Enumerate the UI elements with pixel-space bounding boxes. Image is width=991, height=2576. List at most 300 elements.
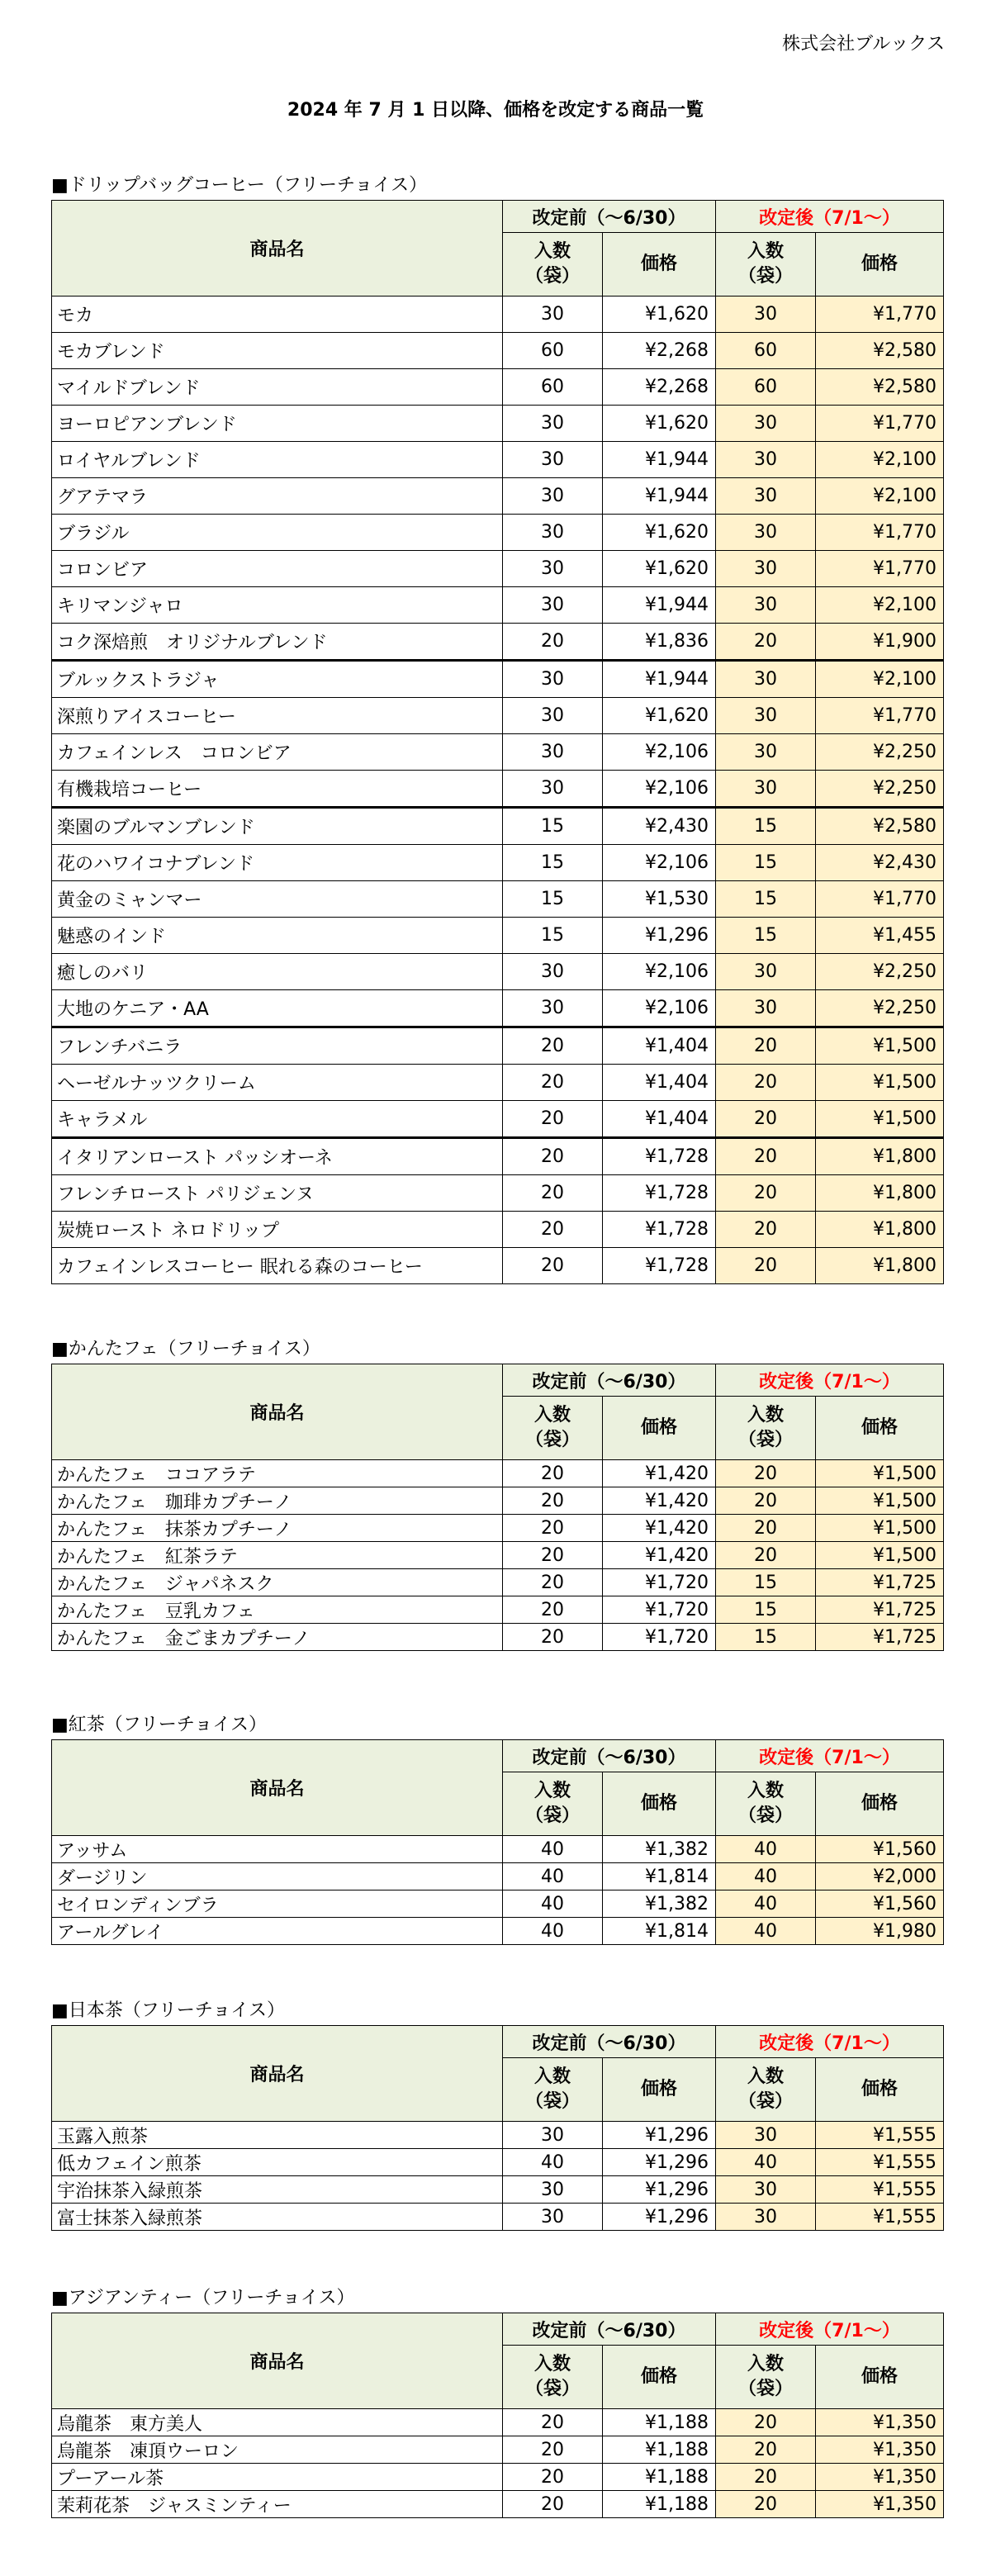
after-qty: 20 (716, 2464, 816, 2491)
table-row (52, 515, 944, 551)
after-qty: 30 (716, 442, 816, 478)
before-qty: 20 (503, 2491, 603, 2518)
table-row (52, 1624, 944, 1651)
after-qty: 20 (716, 1248, 816, 1284)
after-price: ¥2,000 (816, 1863, 944, 1890)
after-price: ¥1,900 (816, 624, 944, 661)
product-name: 低カフェイン煎茶 (52, 2149, 503, 2176)
before-qty: 30 (503, 954, 603, 990)
table-row (52, 1515, 944, 1542)
before-price: ¥1,404 (603, 1101, 716, 1138)
before-qty: 30 (503, 587, 603, 624)
after-qty: 20 (716, 1515, 816, 1542)
after-qty: 20 (716, 2436, 816, 2464)
before-qty: 30 (503, 2176, 603, 2204)
table-row (52, 954, 944, 990)
table-row (52, 2491, 944, 2518)
after-qty: 40 (716, 1836, 816, 1863)
after-qty: 20 (716, 1138, 816, 1175)
before-qty: 30 (503, 734, 603, 771)
before-qty: 15 (503, 918, 603, 954)
after-qty-header: 入数 （袋） (716, 1397, 816, 1460)
product-name: マイルドブレンド (52, 369, 503, 406)
after-qty: 40 (716, 1863, 816, 1890)
before-qty: 30 (503, 2204, 603, 2231)
table-row (52, 1569, 944, 1596)
price-table (51, 1364, 944, 1651)
product-name: かんたフェ 紅茶ラテ (52, 1542, 503, 1569)
section-title: ■ドリップバッグコーヒー（フリーチョイス） (51, 175, 428, 196)
table-row (52, 1863, 944, 1890)
before-qty: 20 (503, 1542, 603, 1569)
before-qty: 30 (503, 515, 603, 551)
product-name: ヘーゼルナッツクリーム (52, 1065, 503, 1101)
before-price-header: 価格 (603, 1772, 716, 1836)
product-name: 宇治抹茶入緑煎茶 (52, 2176, 503, 2204)
table-row (52, 442, 944, 478)
after-qty: 20 (716, 1101, 816, 1138)
after-qty: 60 (716, 333, 816, 369)
table-row (52, 2122, 944, 2149)
after-price: ¥2,100 (816, 478, 944, 515)
after-qty: 30 (716, 954, 816, 990)
before-price: ¥1,728 (603, 1212, 716, 1248)
product-name: 茉莉花茶 ジャスミンティー (52, 2491, 503, 2518)
before-qty: 30 (503, 551, 603, 587)
after-qty: 30 (716, 771, 816, 808)
after-qty: 15 (716, 918, 816, 954)
before-qty: 20 (503, 1138, 603, 1175)
after-price: ¥1,770 (816, 406, 944, 442)
before-price: ¥1,620 (603, 515, 716, 551)
before-qty: 20 (503, 1487, 603, 1515)
before-price: ¥2,106 (603, 845, 716, 881)
product-name: かんたフェ 金ごまカプチーノ (52, 1624, 503, 1651)
product-name-header: 商品名 (52, 2026, 503, 2122)
after-price: ¥1,560 (816, 1836, 944, 1863)
before-qty: 40 (503, 1918, 603, 1945)
product-name: キリマンジャロ (52, 587, 503, 624)
before-price: ¥2,106 (603, 990, 716, 1027)
table-row (52, 1918, 944, 1945)
before-price: ¥1,296 (603, 918, 716, 954)
product-name: 大地のケニア・AA (52, 990, 503, 1027)
after-qty: 30 (716, 2176, 816, 2204)
after-price: ¥1,725 (816, 1596, 944, 1624)
product-name: 烏龍茶 凍頂ウーロン (52, 2436, 503, 2464)
before-price: ¥2,430 (603, 808, 716, 845)
after-price: ¥1,555 (816, 2122, 944, 2149)
after-qty: 40 (716, 2149, 816, 2176)
after-price: ¥2,580 (816, 333, 944, 369)
product-name: 炭焼ロースト ネロドリップ (52, 1212, 503, 1248)
after-price: ¥2,580 (816, 808, 944, 845)
before-qty: 30 (503, 698, 603, 734)
after-price: ¥1,800 (816, 1138, 944, 1175)
after-price: ¥1,560 (816, 1890, 944, 1918)
after-price: ¥1,770 (816, 515, 944, 551)
product-name: アッサム (52, 1836, 503, 1863)
before-qty: 40 (503, 1836, 603, 1863)
after-price: ¥1,500 (816, 1460, 944, 1487)
after-price-header: 価格 (816, 233, 944, 297)
before-price: ¥1,728 (603, 1175, 716, 1212)
product-name-header: 商品名 (52, 2313, 503, 2409)
before-qty: 20 (503, 1624, 603, 1651)
before-qty: 30 (503, 661, 603, 698)
before-price: ¥1,420 (603, 1460, 716, 1487)
table-row (52, 2149, 944, 2176)
after-qty: 40 (716, 1890, 816, 1918)
table-row (52, 918, 944, 954)
after-qty: 20 (716, 1027, 816, 1065)
after-qty: 30 (716, 2204, 816, 2231)
after-price: ¥2,100 (816, 661, 944, 698)
after-price-header: 価格 (816, 2058, 944, 2122)
table-row (52, 2176, 944, 2204)
after-qty: 30 (716, 478, 816, 515)
product-name: かんたフェ ジャパネスク (52, 1569, 503, 1596)
before-price: ¥2,106 (603, 771, 716, 808)
after-price: ¥1,500 (816, 1065, 944, 1101)
after-qty: 15 (716, 881, 816, 918)
before-qty: 20 (503, 1065, 603, 1101)
after-qty-header: 入数 （袋） (716, 233, 816, 297)
after-price: ¥1,770 (816, 551, 944, 587)
table-row (52, 1890, 944, 1918)
before-qty: 20 (503, 1175, 603, 1212)
before-revision-header: 改定前（～6/30） (503, 1364, 716, 1397)
after-qty: 30 (716, 698, 816, 734)
before-price: ¥1,814 (603, 1918, 716, 1945)
before-qty: 40 (503, 1890, 603, 1918)
after-price: ¥1,725 (816, 1569, 944, 1596)
after-qty: 30 (716, 515, 816, 551)
before-price: ¥1,720 (603, 1596, 716, 1624)
before-qty: 60 (503, 369, 603, 406)
after-price: ¥1,350 (816, 2409, 944, 2436)
after-price: ¥1,800 (816, 1175, 944, 1212)
after-price: ¥1,350 (816, 2464, 944, 2491)
after-revision-header: 改定後（7/1～） (716, 201, 944, 233)
before-price: ¥1,720 (603, 1569, 716, 1596)
before-qty: 30 (503, 771, 603, 808)
after-price: ¥1,500 (816, 1027, 944, 1065)
after-qty: 60 (716, 369, 816, 406)
table-row (52, 1542, 944, 1569)
section-2 (51, 1335, 943, 1651)
document-title: 2024 年 7 月 1 日以降、価格を改定する商品一覧 (287, 100, 704, 121)
price-table (51, 1739, 944, 1945)
table-row (52, 297, 944, 333)
product-name: フレンチバニラ (52, 1027, 503, 1065)
after-price-header: 価格 (816, 2346, 944, 2409)
before-qty: 40 (503, 1863, 603, 1890)
before-price: ¥1,382 (603, 1890, 716, 1918)
before-price: ¥1,944 (603, 442, 716, 478)
before-price: ¥1,188 (603, 2436, 716, 2464)
after-qty: 20 (716, 1175, 816, 1212)
before-qty: 20 (503, 1596, 603, 1624)
after-price: ¥1,350 (816, 2436, 944, 2464)
product-name: プーアール茶 (52, 2464, 503, 2491)
after-qty: 20 (716, 2491, 816, 2518)
before-price-header: 価格 (603, 233, 716, 297)
before-qty: 40 (503, 2149, 603, 2176)
product-name: 有機栽培コーヒー (52, 771, 503, 808)
after-qty: 30 (716, 297, 816, 333)
before-price: ¥1,296 (603, 2176, 716, 2204)
product-name: モカブレンド (52, 333, 503, 369)
after-price: ¥1,770 (816, 297, 944, 333)
price-table (51, 2025, 944, 2231)
after-revision-header: 改定後（7/1～） (716, 1364, 944, 1397)
after-qty: 30 (716, 734, 816, 771)
before-price: ¥1,382 (603, 1836, 716, 1863)
after-price: ¥1,350 (816, 2491, 944, 2518)
after-revision-header: 改定後（7/1～） (716, 2026, 944, 2058)
after-price: ¥2,250 (816, 954, 944, 990)
before-qty: 30 (503, 297, 603, 333)
before-price: ¥2,268 (603, 333, 716, 369)
after-qty: 15 (716, 1596, 816, 1624)
product-name: 烏龍茶 東方美人 (52, 2409, 503, 2436)
table-row (52, 845, 944, 881)
product-name: 癒しのバリ (52, 954, 503, 990)
before-price: ¥1,296 (603, 2122, 716, 2149)
before-price: ¥1,944 (603, 478, 716, 515)
before-qty: 20 (503, 1212, 603, 1248)
before-qty: 20 (503, 1460, 603, 1487)
before-price: ¥2,268 (603, 369, 716, 406)
product-name: 魅惑のインド (52, 918, 503, 954)
product-name: カフェインレス コロンビア (52, 734, 503, 771)
after-qty: 30 (716, 406, 816, 442)
after-price: ¥2,100 (816, 587, 944, 624)
after-qty-header: 入数 （袋） (716, 2346, 816, 2409)
before-qty: 60 (503, 333, 603, 369)
after-revision-header: 改定後（7/1～） (716, 2313, 944, 2346)
after-price: ¥1,980 (816, 1918, 944, 1945)
after-qty: 20 (716, 2409, 816, 2436)
after-price: ¥2,250 (816, 734, 944, 771)
product-name: セイロンディンブラ (52, 1890, 503, 1918)
after-price: ¥1,455 (816, 918, 944, 954)
table-row (52, 406, 944, 442)
after-price: ¥1,725 (816, 1624, 944, 1651)
product-name: 富士抹茶入緑煎茶 (52, 2204, 503, 2231)
section-1 (51, 172, 943, 1284)
after-qty: 20 (716, 624, 816, 661)
after-qty: 40 (716, 1918, 816, 1945)
after-price-header: 価格 (816, 1772, 944, 1836)
product-name: コク深焙煎 オリジナルブレンド (52, 624, 503, 661)
after-qty: 30 (716, 990, 816, 1027)
before-price: ¥1,530 (603, 881, 716, 918)
before-qty: 20 (503, 2464, 603, 2491)
before-price: ¥2,106 (603, 734, 716, 771)
table-row (52, 1027, 944, 1065)
table-row (52, 808, 944, 845)
before-qty: 30 (503, 442, 603, 478)
after-price: ¥1,555 (816, 2149, 944, 2176)
section-3 (51, 1711, 943, 1945)
after-qty: 15 (716, 1569, 816, 1596)
product-name: かんたフェ 豆乳カフェ (52, 1596, 503, 1624)
section-title: ■日本茶（フリーチョイス） (51, 2000, 286, 2021)
before-price: ¥1,836 (603, 624, 716, 661)
before-qty: 15 (503, 845, 603, 881)
table-row (52, 698, 944, 734)
before-revision-header: 改定前（～6/30） (503, 2313, 716, 2346)
company-name: 株式会社ブルックス (782, 34, 945, 55)
section-4 (51, 1997, 943, 2231)
after-qty: 30 (716, 587, 816, 624)
before-qty: 30 (503, 2122, 603, 2149)
after-price: ¥2,250 (816, 990, 944, 1027)
after-price: ¥2,430 (816, 845, 944, 881)
before-price: ¥1,296 (603, 2149, 716, 2176)
before-qty: 20 (503, 2409, 603, 2436)
before-qty: 30 (503, 478, 603, 515)
product-name: ブルックストラジャ (52, 661, 503, 698)
after-qty: 30 (716, 551, 816, 587)
table-row (52, 333, 944, 369)
before-qty: 15 (503, 808, 603, 845)
section-title: ■紅茶（フリーチョイス） (51, 1715, 268, 1735)
before-price: ¥1,620 (603, 551, 716, 587)
after-qty: 30 (716, 661, 816, 698)
before-price: ¥1,420 (603, 1487, 716, 1515)
after-qty: 20 (716, 1460, 816, 1487)
before-qty: 20 (503, 1569, 603, 1596)
after-qty: 15 (716, 845, 816, 881)
after-qty: 15 (716, 1624, 816, 1651)
before-qty: 30 (503, 406, 603, 442)
product-name: 黄金のミャンマー (52, 881, 503, 918)
before-price: ¥1,944 (603, 587, 716, 624)
before-qty: 20 (503, 1515, 603, 1542)
after-price: ¥2,250 (816, 771, 944, 808)
table-row (52, 1836, 944, 1863)
after-qty-header: 入数 （袋） (716, 1772, 816, 1836)
product-name: かんたフェ 抹茶カプチーノ (52, 1515, 503, 1542)
after-price-header: 価格 (816, 1397, 944, 1460)
before-revision-header: 改定前（～6/30） (503, 201, 716, 233)
product-name: かんたフェ ココアラテ (52, 1460, 503, 1487)
before-price: ¥1,728 (603, 1248, 716, 1284)
product-name: 深煎りアイスコーヒー (52, 698, 503, 734)
product-name: モカ (52, 297, 503, 333)
before-qty: 20 (503, 2436, 603, 2464)
after-price: ¥1,770 (816, 698, 944, 734)
product-name: 花のハワイコナブレンド (52, 845, 503, 881)
before-qty: 20 (503, 624, 603, 661)
before-price: ¥2,106 (603, 954, 716, 990)
after-qty: 20 (716, 1065, 816, 1101)
after-price: ¥1,555 (816, 2176, 944, 2204)
after-price: ¥1,500 (816, 1101, 944, 1138)
before-qty: 20 (503, 1101, 603, 1138)
table-row (52, 478, 944, 515)
product-name: かんたフェ 珈琲カプチーノ (52, 1487, 503, 1515)
table-row (52, 771, 944, 808)
after-price: ¥1,500 (816, 1515, 944, 1542)
before-qty-header: 入数 （袋） (503, 1772, 603, 1836)
before-price: ¥1,420 (603, 1515, 716, 1542)
before-price-header: 価格 (603, 2058, 716, 2122)
before-price: ¥1,188 (603, 2409, 716, 2436)
table-row (52, 624, 944, 661)
section-title: ■かんたフェ（フリーチョイス） (51, 1339, 320, 1359)
product-name-header: 商品名 (52, 201, 503, 297)
table-row (52, 1248, 944, 1284)
price-table (51, 200, 944, 1284)
after-price: ¥2,100 (816, 442, 944, 478)
table-row (52, 990, 944, 1027)
table-row (52, 2436, 944, 2464)
after-price: ¥1,500 (816, 1542, 944, 1569)
after-qty: 20 (716, 1542, 816, 1569)
before-qty: 30 (503, 990, 603, 1027)
product-name-header: 商品名 (52, 1740, 503, 1836)
before-price: ¥1,404 (603, 1027, 716, 1065)
before-revision-header: 改定前（～6/30） (503, 1740, 716, 1772)
table-row (52, 1487, 944, 1515)
product-name: イタリアンロースト パッシオーネ (52, 1138, 503, 1175)
before-price: ¥1,620 (603, 698, 716, 734)
before-qty: 20 (503, 1248, 603, 1284)
after-qty-header: 入数 （袋） (716, 2058, 816, 2122)
before-price: ¥1,420 (603, 1542, 716, 1569)
product-name: ブラジル (52, 515, 503, 551)
section-title: ■アジアンティー（フリーチョイス） (51, 2288, 355, 2308)
table-row (52, 2464, 944, 2491)
before-price: ¥1,814 (603, 1863, 716, 1890)
before-price: ¥1,188 (603, 2464, 716, 2491)
product-name: フレンチロースト パリジェンヌ (52, 1175, 503, 1212)
before-qty-header: 入数 （袋） (503, 233, 603, 297)
table-row (52, 1101, 944, 1138)
before-revision-header: 改定前（～6/30） (503, 2026, 716, 2058)
after-qty: 20 (716, 1487, 816, 1515)
table-row (52, 1596, 944, 1624)
before-price: ¥1,944 (603, 661, 716, 698)
after-price: ¥1,800 (816, 1248, 944, 1284)
after-qty: 15 (716, 808, 816, 845)
before-price: ¥1,728 (603, 1138, 716, 1175)
before-price: ¥1,720 (603, 1624, 716, 1651)
product-name: ヨーロピアンブレンド (52, 406, 503, 442)
product-name: キャラメル (52, 1101, 503, 1138)
before-qty-header: 入数 （袋） (503, 1397, 603, 1460)
table-row (52, 1175, 944, 1212)
before-qty-header: 入数 （袋） (503, 2058, 603, 2122)
table-row (52, 881, 944, 918)
after-qty: 20 (716, 1212, 816, 1248)
after-price: ¥1,555 (816, 2204, 944, 2231)
table-row (52, 1065, 944, 1101)
product-name: カフェインレスコーヒー 眠れる森のコーヒー (52, 1248, 503, 1284)
product-name: グアテマラ (52, 478, 503, 515)
after-price: ¥2,580 (816, 369, 944, 406)
table-row (52, 2409, 944, 2436)
table-row (52, 661, 944, 698)
section-5 (51, 2284, 943, 2518)
before-price: ¥1,620 (603, 406, 716, 442)
before-qty: 15 (503, 881, 603, 918)
after-revision-header: 改定後（7/1～） (716, 1740, 944, 1772)
